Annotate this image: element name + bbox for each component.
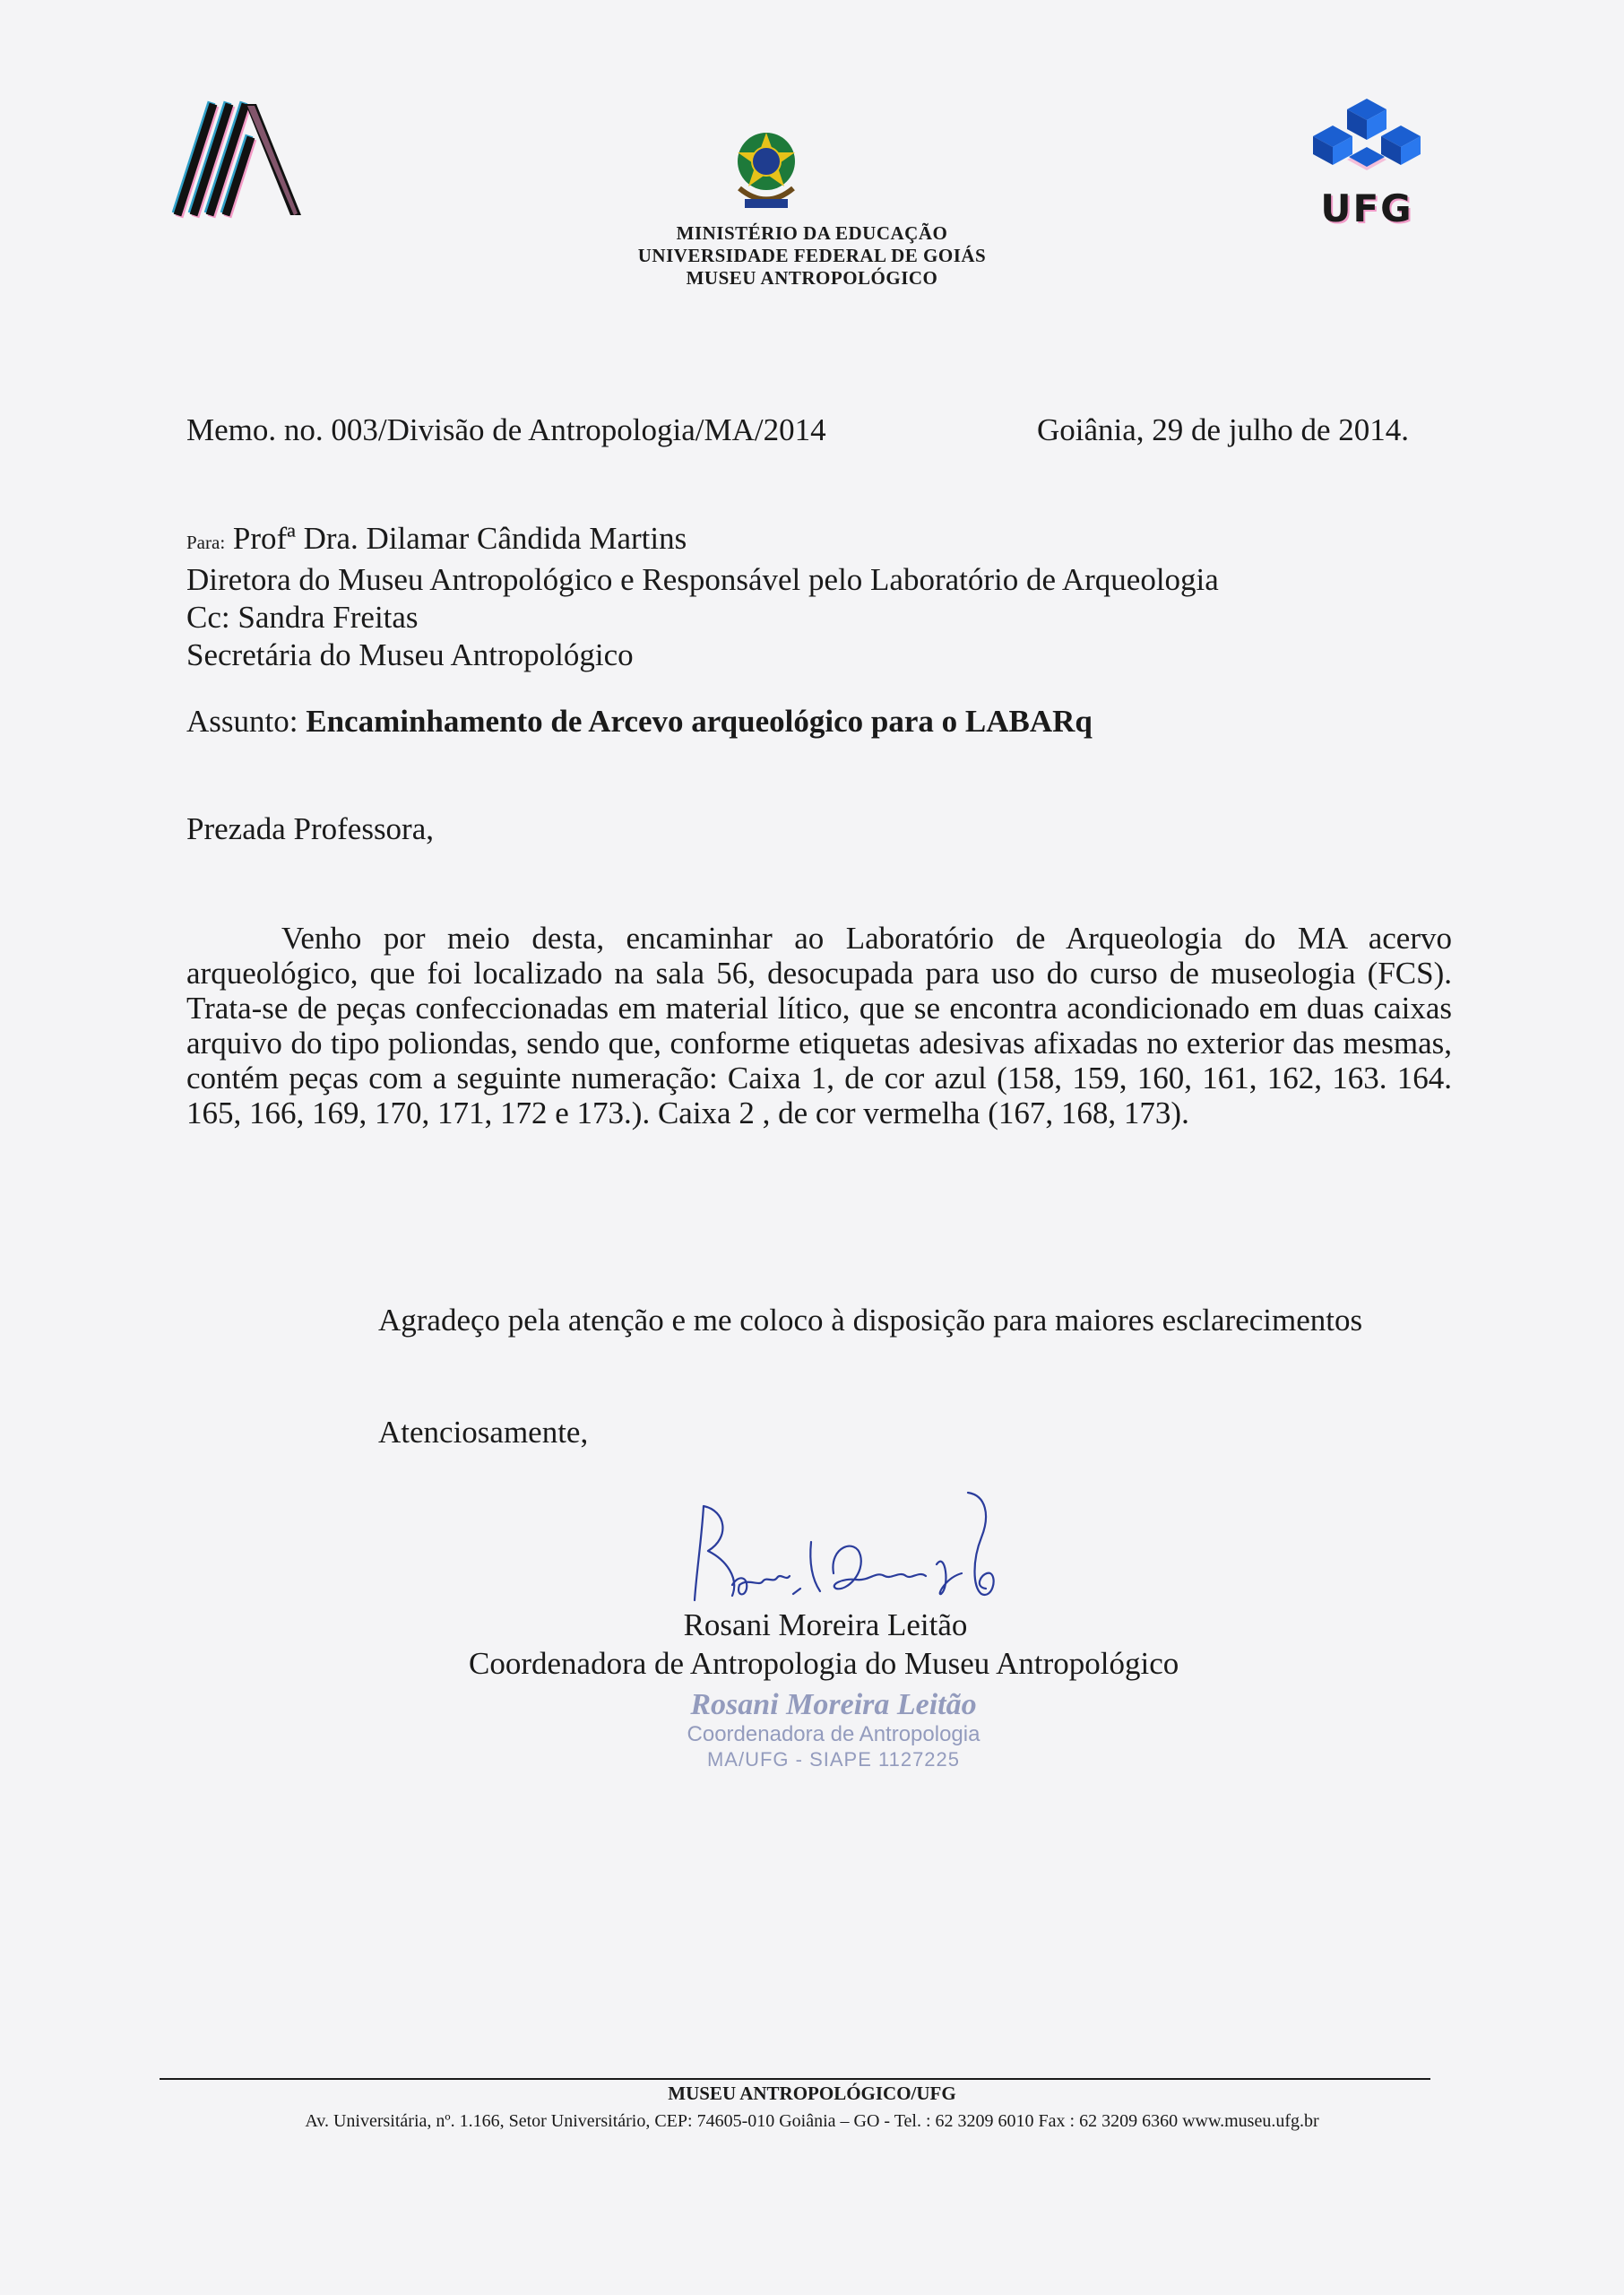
para-label: Para:	[186, 532, 226, 553]
stamp-name: Rosani Moreira Leitão	[690, 1688, 977, 1721]
closing-regards: Atenciosamente,	[378, 1415, 589, 1450]
memo-number: Memo. no. 003/Divisão de Antropologia/MA/2014	[186, 412, 826, 447]
memo-date: Goiânia, 29 de julho de 2014.	[1037, 412, 1410, 447]
cc-role: Secretária do Museu Antropológico	[186, 637, 634, 672]
cc-line: Cc: Sandra Freitas	[186, 600, 419, 635]
signer-role: Coordenadora de Antropologia do Museu Antropológico	[469, 1646, 1179, 1681]
closing-thanks: Agradeço pela atenção e me coloco à disposição para maiores esclarecimentos	[378, 1303, 1363, 1338]
body-paragraph: Venho por meio desta, encaminhar ao Laboratório de Arqueologia do MA acervo arqueológico, que foi localizado na sala 56, desocupada para uso do curso de museologia (FCS). Trata-se de peças confeccionadas em material lítico, que se encontra acondicionado em duas caixas arquivo do tipo poliondas, sendo que, conforme etiquetas adesivas afixadas no exterior das mesmas, contém peças com a seguinte numeração: Caixa 1, de cor azul (158, 159, 160, 161, 162, 163. 164. 165, 166, 169, 170, 171, 172 e 173.). Caixa 2 , de cor vermelha (167, 168, 173).	[186, 921, 1452, 1130]
subject-label: Assunto:	[186, 704, 298, 739]
header-museum: MUSEU ANTROPOLÓGICO	[686, 267, 938, 289]
stamp-siape: MA/UFG - SIAPE 1127225	[706, 1748, 961, 1771]
addressee-name: Profª Dra. Dilamar Cândida Martins	[232, 521, 687, 556]
footer-address: Av. Universitária, nº. 1.166, Setor Universitário, CEP: 74605-010 Goiânia – GO - Tel. : 62 3209 6010 Fax : 62 3209 6360 www.museu.ufg.br	[305, 2111, 1319, 2131]
museu-logo	[168, 99, 307, 224]
addressee-role: Diretora do Museu Antropológico e Responsável pelo Laboratório de Arqueologia	[186, 562, 1219, 597]
addressee-block	[186, 520, 1219, 674]
institution-header	[0, 222, 1624, 290]
salutation: Prezada Professora,	[186, 811, 435, 846]
coat-of-arms-icon	[730, 126, 802, 220]
official-stamp	[654, 1688, 1013, 1772]
ufg-logo-text: UFG	[1320, 186, 1413, 230]
header-ministry: MINISTÉRIO DA EDUCAÇÃO	[676, 222, 948, 244]
subject-text: Encaminhamento de Arcevo arqueológico para o LABARq	[306, 704, 1093, 739]
stamp-role: Coordenadora de Antropologia	[687, 1722, 980, 1746]
subject-line	[186, 704, 1093, 740]
signer-name: Rosani Moreira Leitão	[683, 1607, 968, 1642]
handwritten-signature	[677, 1488, 1035, 1609]
footer-divider	[160, 2078, 1430, 2080]
addressee-line	[186, 520, 1219, 561]
header-university: UNIVERSIDADE FEDERAL DE GOIÁS	[637, 245, 987, 266]
ufg-logo	[1304, 97, 1430, 230]
footer-title: MUSEU ANTROPOLÓGICO/UFG	[668, 2083, 956, 2104]
